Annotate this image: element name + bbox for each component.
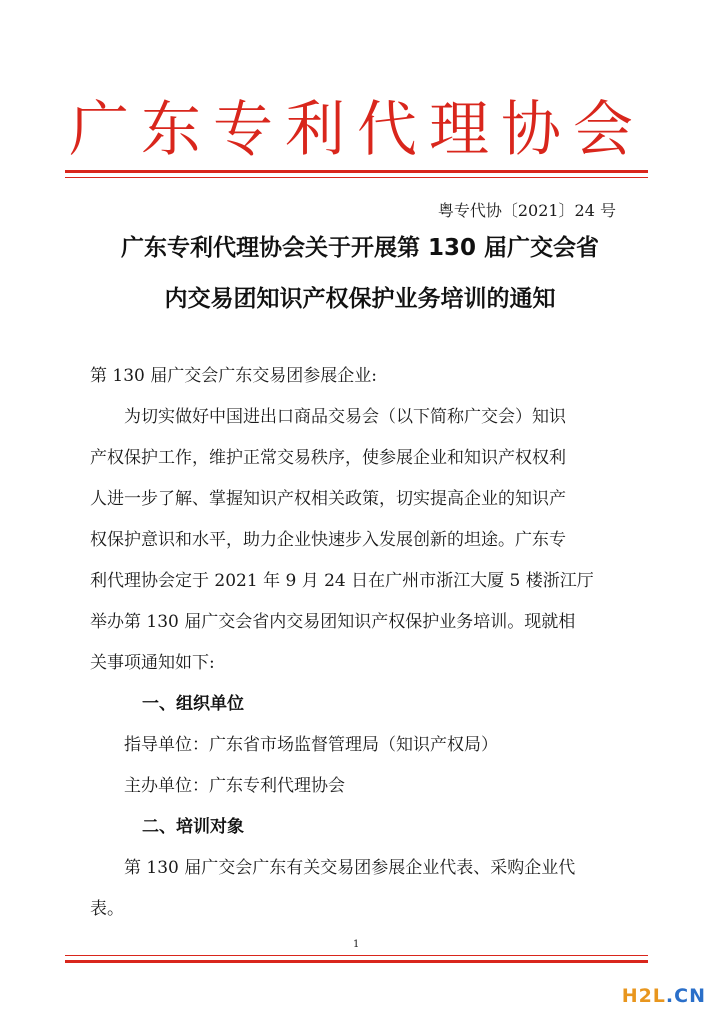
audience-line: 表。 [90, 899, 124, 919]
paragraph-line: 人进一步了解、掌握知识产权相关政策，切实提高企业的知识产 [90, 489, 566, 509]
org-letterhead-title: 广东专利代理协会 [69, 95, 645, 165]
paragraph-line: 利代理协会定于 2021 年 9 月 24 日在广州市浙江大厦 5 楼浙江厅 [90, 571, 594, 591]
paragraph-line: 产权保护工作，维护正常交易秩序，使参展企业和知识产权权利 [90, 448, 566, 468]
salutation: 第 130 届广交会广东交易团参展企业: [90, 366, 377, 386]
host-unit-line: 主办单位：广东专利代理协会 [124, 776, 345, 796]
letterhead-thin-rule [65, 177, 648, 178]
paragraph-line: 权保护意识和水平，助力企业快速步入发展创新的坦途。广东专 [90, 530, 566, 550]
document-number: 粤专代协〔2021〕24 号 [437, 201, 616, 220]
footer-thick-rule [65, 960, 648, 963]
paragraph-line: 为切实做好中国进出口商品交易会（以下简称广交会）知识 [124, 407, 566, 427]
document-title-line-2: 内交易团知识产权保护业务培训的通知 [164, 286, 556, 312]
paragraph-line: 关事项通知如下: [90, 653, 215, 673]
document-title-line-1: 广东专利代理协会关于开展第 130 届广交会省 [120, 235, 600, 261]
watermark-part-2: .CN [665, 985, 706, 1007]
letterhead-thick-rule [65, 170, 648, 173]
audience-line: 第 130 届广交会广东有关交易团参展企业代表、采购企业代 [124, 858, 576, 878]
section-heading-audience: 二、培训对象 [142, 817, 244, 837]
guide-unit-line: 指导单位：广东省市场监督管理局（知识产权局） [124, 735, 498, 755]
section-heading-organizers: 一、组织单位 [142, 694, 244, 714]
site-watermark-logo [622, 984, 706, 1008]
page-number: 1 [353, 939, 360, 950]
paragraph-line: 举办第 130 届广交会省内交易团知识产权保护业务培训。现就相 [90, 612, 576, 632]
watermark-part-1: H2L [621, 985, 666, 1007]
footer-thin-rule [65, 955, 648, 956]
